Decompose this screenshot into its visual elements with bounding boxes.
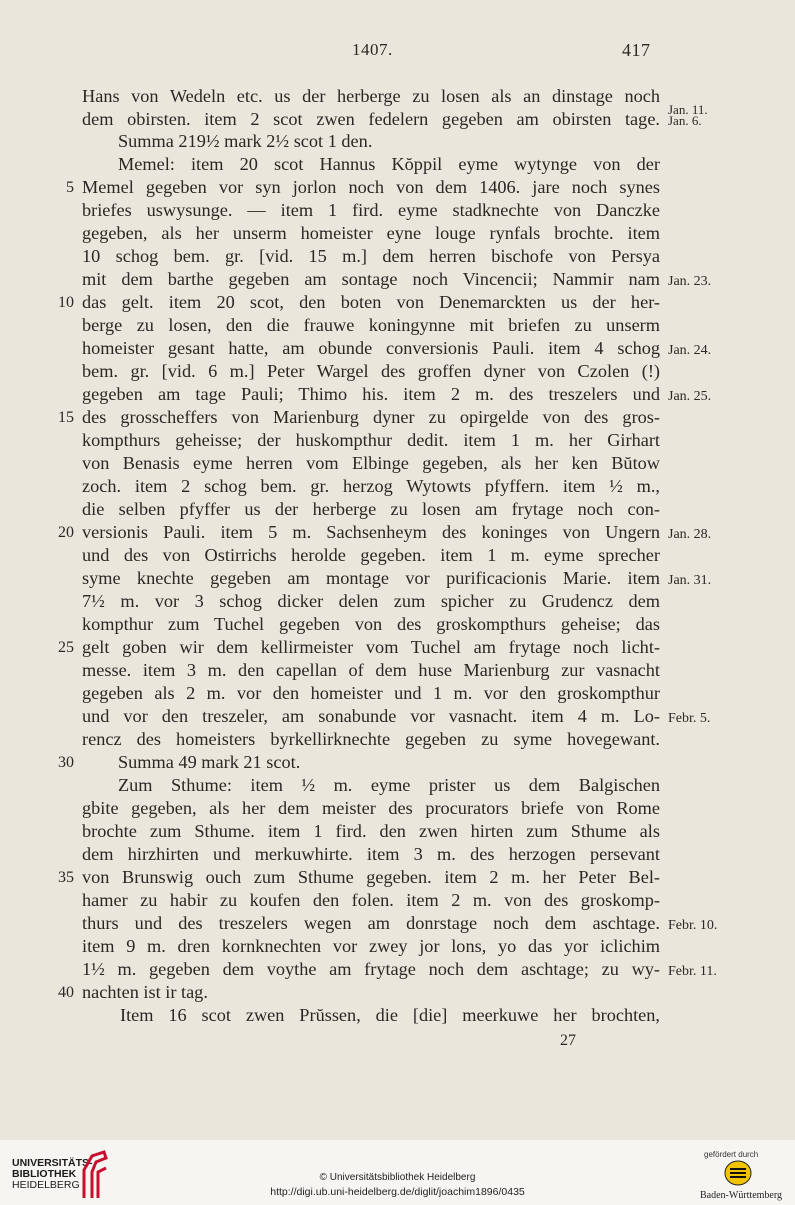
state-crest-icon xyxy=(724,1160,752,1186)
text-line: 7½ m. vor 3 schog dicker delen zum spicher zu Grudencz dem xyxy=(82,591,660,611)
text-line: homeister gesant hatte, am obunde conversionis Pauli. item 4 schog xyxy=(82,338,660,358)
text-line: dem obirsten. item 2 scot zwen fedelern gegeben am obirsten tage. xyxy=(82,109,660,129)
text-line: gegeben, als her unserm homeister eyne louge rynfals brochte. item xyxy=(82,223,660,243)
text-line: gbite gegeben, als her dem meister des procurators briefe von Rome xyxy=(82,798,660,818)
margin-date: Febr. 5. xyxy=(668,711,711,726)
text-line: Memel: item 20 scot Hannus Kŏppil eyme wytynge von der xyxy=(118,154,660,174)
line-number: 15 xyxy=(58,409,74,426)
margin-date: Jan. 28. xyxy=(668,527,712,542)
line-number: 40 xyxy=(58,984,74,1001)
text-line: 1½ m. gegeben dem voythe am frytage noch dem aschtage; zu wy- xyxy=(82,959,660,979)
margin-date: Jan. 6. xyxy=(668,113,702,128)
text-line: rencz des homeisters byrkellirknechte gegeben zu syme hovegewant. xyxy=(82,729,660,749)
text-line: messe. item 3 m. den capellan of dem huse Marienburg zur vasnacht xyxy=(82,660,660,680)
page-number: 417 xyxy=(622,40,651,60)
text-line: von Brunswig ouch zum Sthume gegeben. item 2 m. her Peter Bel- xyxy=(82,867,660,887)
text-line: nachten ist ir tag. xyxy=(82,982,208,1002)
text-line: 10 schog bem. gr. [vid. 15 m.] dem herren bischofe von Persya xyxy=(82,246,660,266)
text-line: von Benasis eyme herren vom Elbinge gegeben, als her ken Bŭtow xyxy=(82,453,660,473)
line-number: 5 xyxy=(66,179,74,196)
text-line: item 9 m. dren kornknechten vor zwey jor lons, yo das yor iclichim xyxy=(82,936,660,956)
margin-date: Jan. 25. xyxy=(668,389,712,404)
text-line: Summa 49 mark 21 scot. xyxy=(118,752,301,772)
line-number: 25 xyxy=(58,639,74,656)
line-number: 30 xyxy=(58,754,74,771)
text-line: Summa 219½ mark 2½ scot 1 den. xyxy=(118,131,373,151)
text-line: zoch. item 2 schog bem. gr. herzog Wytowts pfyffern. item ½ m., xyxy=(82,476,660,496)
text-line: des grosscheffers von Marienburg dyner zu opirgelde von des gros- xyxy=(82,407,660,427)
margin-date: Febr. 11. xyxy=(668,964,717,979)
text-line: dem hirzhirten und merkuwhirte. item 3 m. des herzogen persevant xyxy=(82,844,660,864)
line-number: 35 xyxy=(58,869,74,886)
text-line: und des von Ostirrichs herolde gegeben. item 1 m. eyme sprecher xyxy=(82,545,660,565)
library-name-line: BIBLIOTHEK xyxy=(12,1168,77,1180)
funder-name: Baden-Württemberg xyxy=(700,1190,783,1201)
text-line: das gelt. item 20 scot, den boten von Denemarckten us der her- xyxy=(82,292,660,312)
text-line: brochte zum Sthume. item 1 fird. den zwen hirten zum Sthume als xyxy=(82,821,660,841)
margin-date: Jan. 24. xyxy=(668,343,712,358)
margin-date: Febr. 10. xyxy=(668,918,718,933)
funded-by-label: gefördert durch xyxy=(704,1150,759,1159)
copyright-text: © Universitätsbibliothek Heidelberg xyxy=(319,1172,476,1183)
text-line: die selben pfyffer us der herberge zu losen am frytage noch con- xyxy=(82,499,660,519)
text-line: mit dem barthe gegeben am sontage noch Vincencii; Nammir nam xyxy=(82,269,660,289)
text-line: Hans von Wedeln etc. us der herberge zu losen als an dinstage noch xyxy=(82,86,660,106)
text-line: thurs und des treszelers wegen am donrstage noch dem aschtage. xyxy=(82,913,660,933)
text-line: hamer zu habir zu koufen den folen. item 2 m. von des groskomp- xyxy=(82,890,660,910)
margin-date: Jan. 31. xyxy=(668,573,712,588)
text-line: und vor den treszeler, am sonabunde vor vasnacht. item 4 m. Lo- xyxy=(82,706,660,726)
margin-date: Jan. 11. xyxy=(668,102,708,117)
margin-date: Jan. 23. xyxy=(668,274,712,289)
printer-signature: 27 xyxy=(560,1032,576,1049)
line-number: 10 xyxy=(58,294,74,311)
text-line: syme knechte gegeben am montage vor purificacionis Marie. item xyxy=(82,568,660,588)
text-line: berge zu losen, den die frauwe koningynne mit briefen zu unserm xyxy=(82,315,660,335)
text-line: gegeben als 2 m. vor den homeister und 1 m. vor den groskompthur xyxy=(82,683,660,703)
permalink-url[interactable]: http://digi.ub.uni-heidelberg.de/diglit/joachim1896/0435 xyxy=(270,1186,525,1198)
running-head-year: 1407. xyxy=(352,40,393,59)
text-line: Item 16 scot zwen Prŭssen, die [die] meerkuwe her brochten, xyxy=(120,1005,660,1025)
text-line: Memel gegeben vor syn jorlon noch von dem 1406. jare noch synes xyxy=(82,177,660,197)
text-line: bem. gr. [vid. 6 m.] Peter Wargel des groffen dyner von Czolen (!) xyxy=(82,361,660,381)
text-line: briefes uswysunge. — item 1 fird. eyme stadknechte von Danczke xyxy=(82,200,660,220)
library-name-line: UNIVERSITÄTS- xyxy=(12,1157,93,1169)
text-line: gelt goben wir dem kellirmeister vom Tuchel am frytage noch licht- xyxy=(82,637,660,657)
text-line: Zum Sthume: item ½ m. eyme prister us dem Balgischen xyxy=(118,775,660,795)
text-line: versionis Pauli. item 5 m. Sachsenheym des koninges von Ungern xyxy=(82,522,660,542)
library-name-line: HEIDELBERG xyxy=(12,1179,80,1191)
text-line: kompthur zum Tuchel gegeben von des groskompthurs geheise; das xyxy=(82,614,660,634)
text-line: kompthurs geheisse; der huskompthur dedit. item 1 m. her Girhart xyxy=(82,430,660,450)
text-line: gegeben am tage Pauli; Thimo his. item 2 m. des treszelers und xyxy=(82,384,660,404)
line-number: 20 xyxy=(58,524,74,541)
